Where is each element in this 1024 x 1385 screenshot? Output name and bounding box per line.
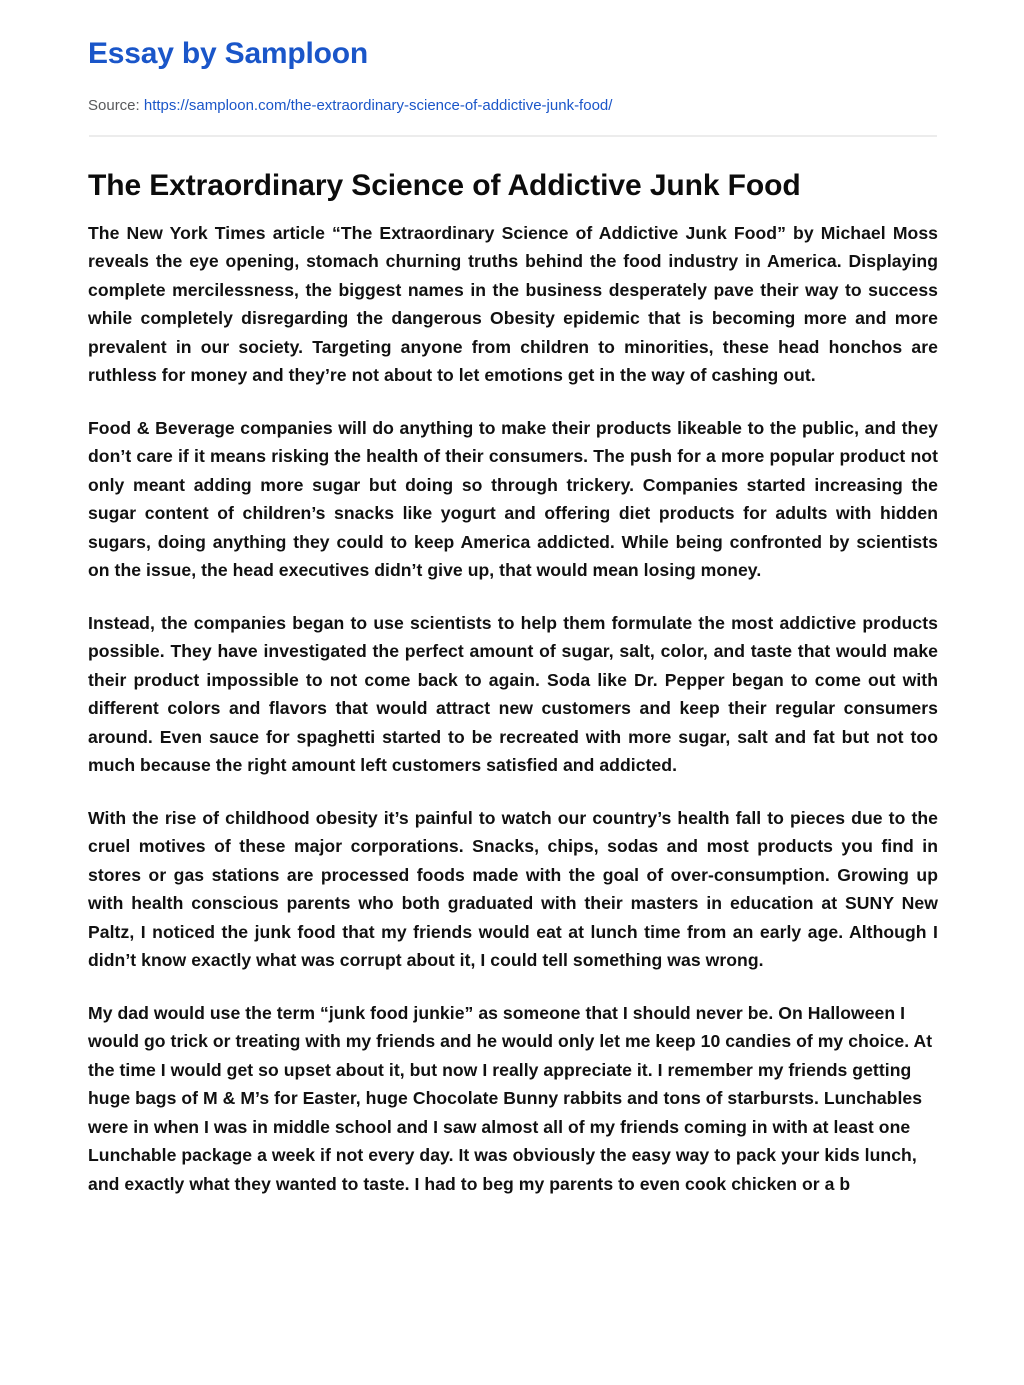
essay-paragraph-truncated: My dad would use the term “junk food junkie” as someone that I should never be. On Halloween I would go trick or treating with my friends and he would only let me keep 10 candies of my choice. At the time I would get so upset about it, but now I really appreciate it. I remember my friends getting huge bags of M & M’s for Easter, huge Chocolate Bunny rabbits and tons of starbursts. Lunchables were in when I was in middle school and I saw almost all of my friends coming in with at least one Lunchable package a week if not every day. It was obviously the easy way to pack your kids lunch, and exactly what they wanted to taste. I had to beg my parents to even cook chicken or a b xyxy=(88,1002,933,1194)
essay-title: The Extraordinary Science of Addictive Junk Food xyxy=(88,169,801,202)
essay-body xyxy=(88,205,938,1199)
source-label: Source: xyxy=(88,97,140,114)
page-content xyxy=(88,0,938,1198)
essay-paragraph: The New York Times article “The Extraordinary Science of Addictive Junk Food” by Michael Moss reveals the eye opening, stomach churning truths behind the food industry in America. Displaying complete mercilessness, the biggest names in the business desperately pave their way to success while completely disregarding the dangerous Obesity epidemic that is becoming more and more prevalent in our society. Targeting anyone from children to minorities, these head honchos are ruthless for money and they’re not about to let emotions get in the way of cashing out. xyxy=(88,222,938,385)
source-url-link[interactable]: https://samploon.com/the-extraordinary-science-of-addictive-junk-food/ xyxy=(143,97,613,114)
source-line xyxy=(88,72,938,116)
essay-paragraph: With the rise of childhood obesity it’s painful to watch our country’s health fall to pieces due to the cruel motives of these major corporations. Snacks, chips, sodas and most products you find in stores or gas stations are processed foods made with the goal of over-consumption. Growing up with health conscious parents who both graduated with their masters in education at SUNY New Paltz, I noticed the junk food that my friends would eat at lunch time from an early age. Although I didn’t know exactly what was corrupt about it, I could tell something was wrong. xyxy=(88,807,938,970)
essay-paragraph: Food & Beverage companies will do anything to make their products likeable to the public, and they don’t care if it means risking the health of their consumers. The push for a more popular product not only meant adding more sugar but doing so through trickery. Companies started increasing the sugar content of children’s snacks like yogurt and offering diet products for adults with hidden sugars, doing anything they could to keep America addicted. While being confronted by scientists on the issue, the head executives didn’t give up, that would mean losing money. xyxy=(88,417,938,580)
site-brand-title: Essay by Samploon xyxy=(88,37,369,70)
header-divider xyxy=(89,135,937,137)
essay-paragraph: Instead, the companies began to use scientists to help them formulate the most addictive products possible. They have investigated the perfect amount of sugar, salt, color, and taste that would make their product impossible to not come back to again. Soda like Dr. Pepper began to come out with different colors and flavors that would attract new customers and keep their regular consumers around. Even sauce for spaghetti started to be recreated with more sugar, salt and fat but not too much because the right amount left customers satisfied and addicted. xyxy=(88,612,938,775)
